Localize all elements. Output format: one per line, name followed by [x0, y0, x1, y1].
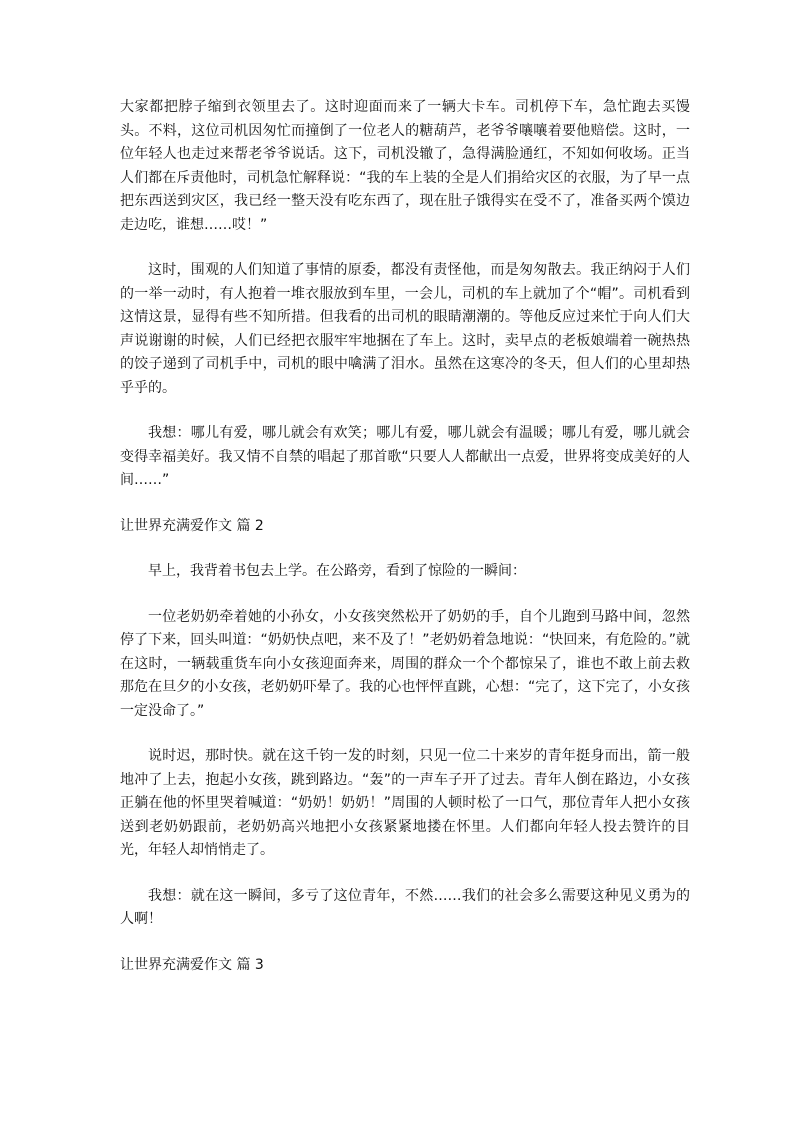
- section-heading: 让世界充满爱作文 篇 3: [120, 956, 264, 973]
- paragraph: 我想：就在这一瞬间，多亏了这位青年，不然……我们的社会多么需要这种见义勇为的人啊！: [120, 887, 690, 927]
- paragraph: 早上，我背着书包去上学。在公路旁，看到了惊险的一瞬间：: [148, 563, 526, 579]
- article-body: [120, 96, 690, 999]
- paragraph: 这时，围观的人们知道了事情的原委，都没有责怪他，而是匆匆散去。我正纳闷于人们的一举一动时，有人抱着一堆衣服放到车里，一会儿，司机的车上就加了个“帽”。司机看到这情这景，显得有些不知所措。但我看的出司机的眼睛潮潮的。等他反应过来忙于向人们大声说谢谢的时候，人们已经把衣服牢牢地捆在了车上。这时，卖早点的老板娘端着一碗热热的饺子递到了司机手中，司机的眼中噙满了泪水。虽然在这寒冷的冬天，但人们的心里却热乎乎的。: [120, 262, 690, 396]
- section-heading: 让世界充满爱作文 篇 2: [120, 517, 264, 534]
- paragraph: 我想：哪儿有爱，哪儿就会有欢笑；哪儿有爱，哪儿就会有温暖；哪儿有爱，哪儿就会变得幸福美好。我又情不自禁的唱起了那首歌“只要人人都献出一点爱，世界将变成美好的人间……”: [120, 425, 690, 488]
- paragraph: 一位老奶奶牵着她的小孙女，小女孩突然松开了奶奶的手，自个儿跑到马路中间，忽然停了下来，回头叫道：“奶奶快点吧，来不及了！”老奶奶着急地说：“快回来，有危险的。”就在这时，一辆载重货车向小女孩迎面奔来，周围的群众一个个都惊呆了，谁也不敢上前去救那危在旦夕的小女孩，老奶奶吓晕了。我的心也怦怦直跳，心想：“完了，这下完了，小女孩一定没命了。”: [120, 608, 690, 719]
- paragraph: 大家都把脖子缩到衣领里去了。这时迎面而来了一辆大卡车。司机停下车，急忙跑去买馒头。不料，这位司机因匆忙而撞倒了一位老人的糖葫芦，老爷爷嚷嚷着要他赔偿。这时，一位年轻人也走过来帮老爷爷说话。这下，司机没辙了，急得满脸通红，不知如何收场。正当人们都在斥责他时，司机急忙解释说：“我的车上装的全是人们捐给灾区的衣服，为了早一点把东西送到灾区，我已经一整天没有吃东西了，现在肚子饿得实在受不了，准备买两个馍边走边吃，谁想……哎！”: [120, 99, 690, 233]
- paragraph: 说时迟，那时快。就在这千钧一发的时刻，只见一位二十来岁的青年挺身而出，箭一般地冲了上去，抱起小女孩，跳到路边。“轰”的一声车子开了过去。青年人倒在路边，小女孩正躺在他的怀里哭着喊道：“奶奶！奶奶！”周围的人顿时松了一口气，那位青年人把小女孩送到老奶奶跟前，老奶奶高兴地把小女孩紧紧地搂在怀里。人们都向年轻人投去赞许的目光，年轻人却悄悄走了。: [120, 748, 690, 858]
